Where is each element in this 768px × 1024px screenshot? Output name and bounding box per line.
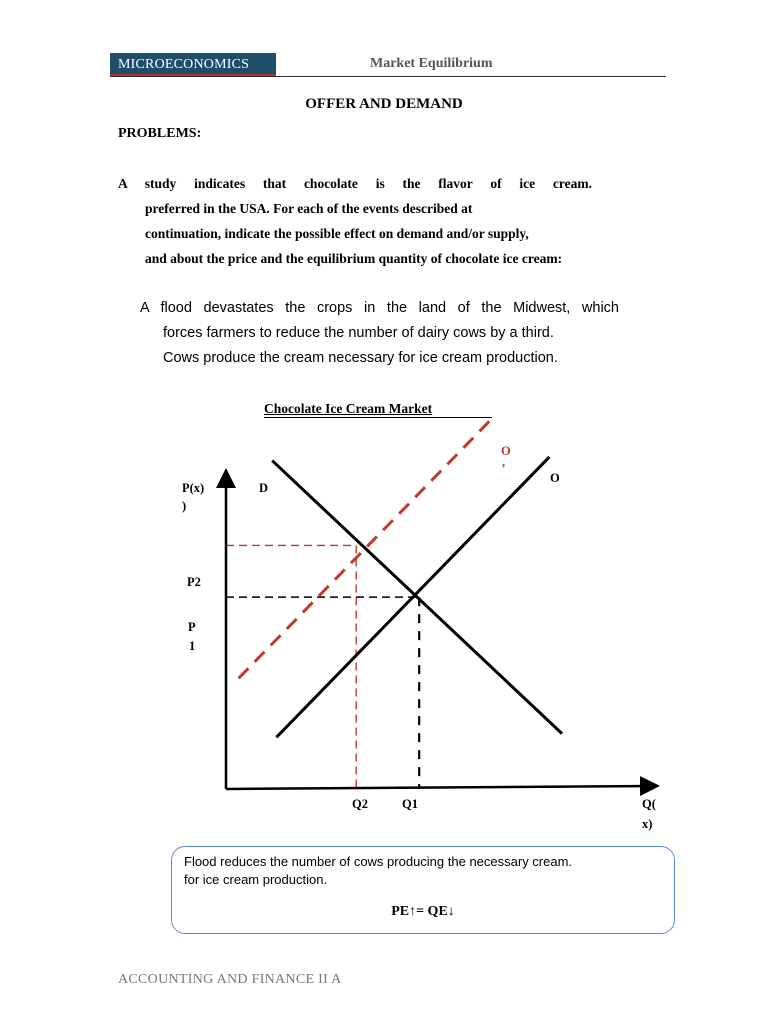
intro-line-1: A study indicates that chocolate is the flavor of ice cream. [118,176,592,191]
intro-line-4: and about the price and the equilibrium quantity of chocolate ice cream: [145,251,563,266]
new-supply-mark: , [502,455,506,469]
y-axis-label: P(x) [182,481,205,495]
explanation-line-1: Flood reduces the number of cows producing the necessary cream. [184,854,573,869]
problems-heading: PROBLEMS: [118,126,202,141]
header-topic: Market Equilibrium [370,56,493,71]
page-title: OFFER AND DEMAND [305,96,463,112]
q1-label: Q1 [402,797,418,811]
intro-line-3: continuation, indicate the possible effect on demand and/or supply, [145,226,529,241]
curves [239,420,562,737]
p1-label-a: P [188,620,196,634]
scenario-line-3: Cows produce the cream necessary for ice cream production. [163,350,558,366]
intro-line-2: preferred in the USA. For each of the events described at [145,201,473,216]
p1-label-b: 1 [189,639,196,653]
header-subject-tag: MICROECONOMICS [110,53,276,76]
new-supply-label: O [501,444,511,458]
p2-label: P2 [187,575,201,589]
scenario-line-2: forces farmers to reduce the number of dairy cows by a third. [163,325,554,341]
x-axis-label-tail: x) [642,817,653,831]
supply-label: O [550,471,560,485]
explanation-line-2: for ice cream production. [184,872,328,887]
y-axis-label-tail: ) [182,499,187,513]
footer-course: ACCOUNTING AND FINANCE II A [118,972,342,987]
q2-label: Q2 [352,797,368,811]
x-axis-label: Q( [642,797,656,811]
scenario-line-1: A flood devastates the crops in the land of the Midwest, which [140,300,619,316]
equilibrium-guides [226,545,419,789]
chart-title-text: Chocolate Ice Cream Market [264,401,433,416]
curve-demand [272,461,562,734]
x-axis [226,786,650,789]
explanation-text [184,853,572,889]
demand-label: D [259,481,269,495]
equilibrium-result: PE↑= QE↓ [391,904,455,919]
